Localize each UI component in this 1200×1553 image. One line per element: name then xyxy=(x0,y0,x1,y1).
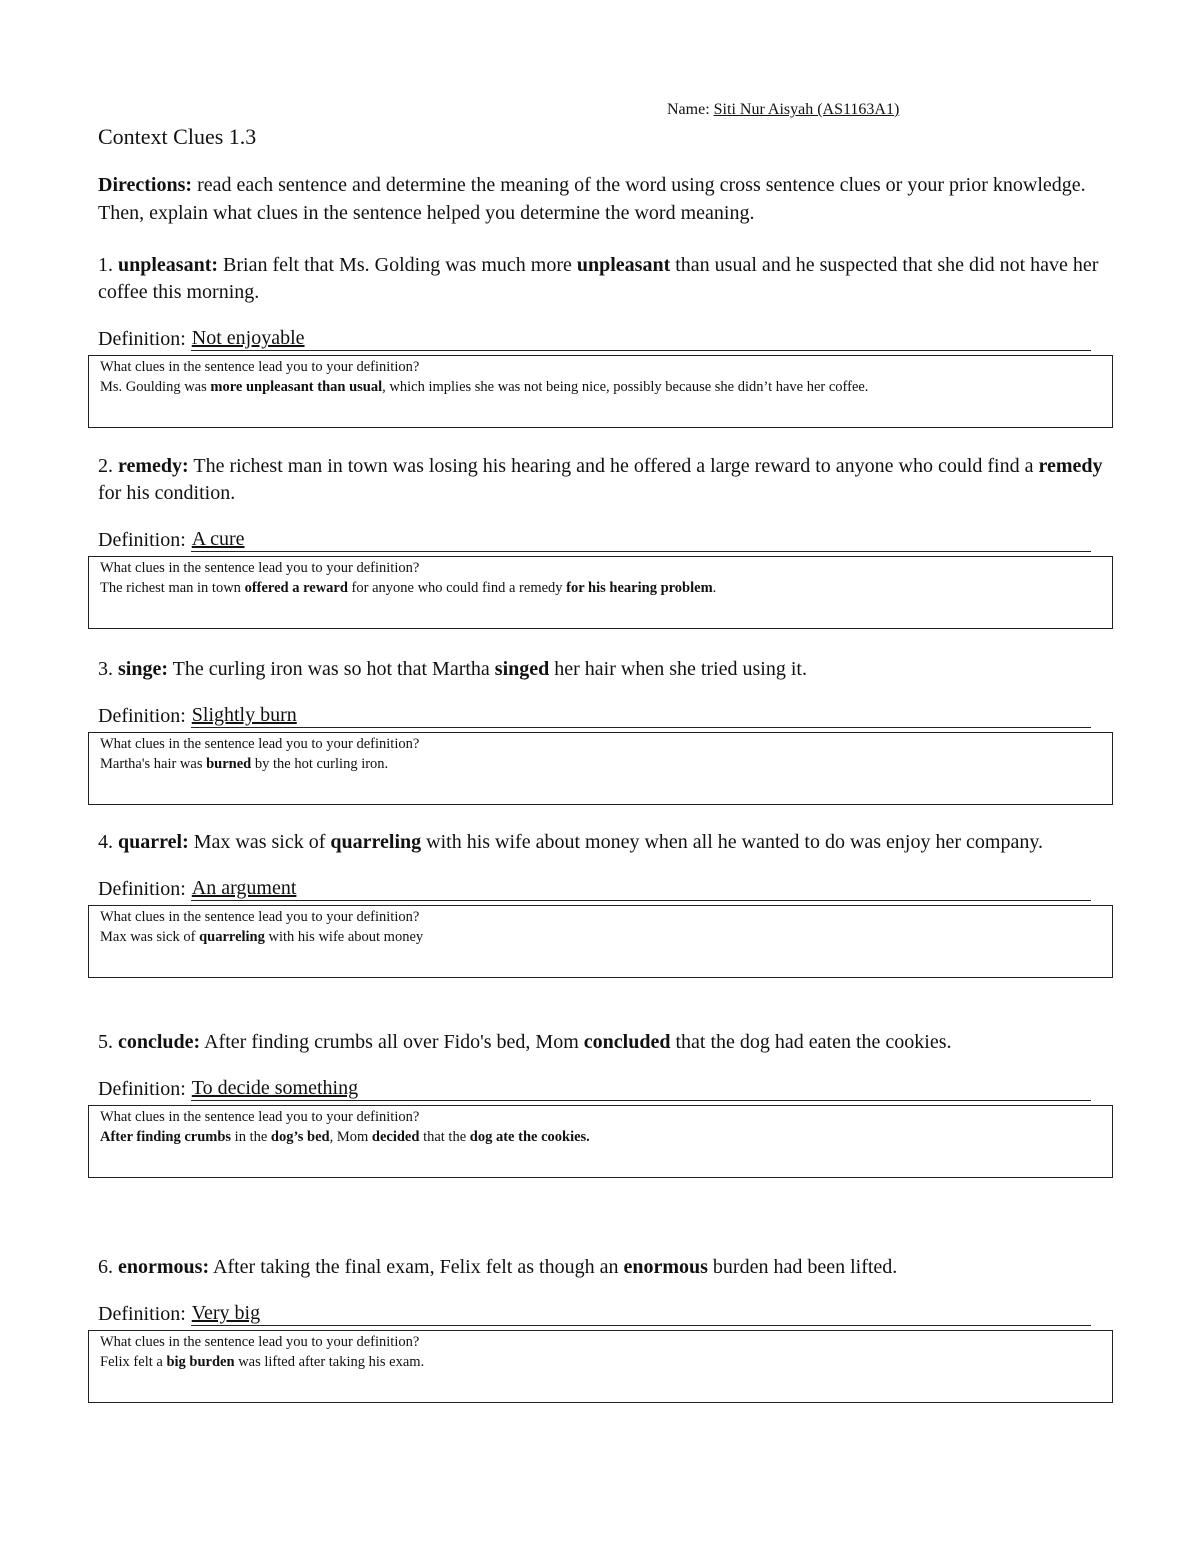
target-word: quarrel: xyxy=(118,831,189,853)
answer-emphasis: decided xyxy=(371,1129,420,1145)
question-number: 2. xyxy=(98,455,113,477)
answer-text: . xyxy=(712,580,717,596)
sentence-keyword: concluded xyxy=(583,1031,671,1053)
sentence-text: with his wife about money when all he wanted to do was enjoy her company. xyxy=(421,831,1044,853)
question-sentence xyxy=(98,453,1113,507)
answer-emphasis: dog ate the cookies. xyxy=(469,1129,590,1145)
definition-field[interactable] xyxy=(191,703,1091,728)
definition-label: Definition: xyxy=(98,328,191,350)
directions-label: Directions: xyxy=(98,174,193,196)
answer-text: , which implies she was not being nice, possibly because she didn’t have her coffee. xyxy=(382,379,869,395)
sentence-text: Max was sick of xyxy=(188,831,331,853)
definition-field[interactable] xyxy=(191,326,1091,351)
definition-row xyxy=(98,1301,1091,1326)
clue-prompt: What clues in the sentence lead you to your definition? xyxy=(100,909,420,925)
answer-text: by the hot curling iron. xyxy=(251,756,389,772)
answer-text: with his wife about money xyxy=(264,929,424,945)
directions-text: read each sentence and determine the meaning of the word using cross sentence clues or your prior knowledge. Then, explain what clues in the sentence helped you determine the word meaning. xyxy=(98,174,1086,224)
clue-box[interactable] xyxy=(88,1105,1113,1178)
directions xyxy=(98,171,1108,227)
name-value: Siti Nur Aisyah (AS1163A1) xyxy=(713,101,900,118)
sentence-keyword: unpleasant xyxy=(576,254,671,276)
sentence-text: than usual and he suspected that she did not have her coffee this morning. xyxy=(98,254,1099,303)
answer-text: Max was sick of xyxy=(100,929,200,945)
sentence-text: that the dog had eaten the cookies. xyxy=(670,1031,952,1053)
clue-prompt: What clues in the sentence lead you to your definition? xyxy=(100,1334,420,1350)
sentence-keyword: quarreling xyxy=(330,831,422,853)
clue-answer xyxy=(100,754,1101,774)
question-1 xyxy=(98,252,1113,428)
question-number: 3. xyxy=(98,658,113,680)
question-4 xyxy=(98,829,1113,978)
definition-field[interactable] xyxy=(191,1076,1091,1101)
sentence-text: burden had been lifted. xyxy=(707,1256,898,1278)
clue-answer xyxy=(100,578,1101,598)
sentence-text: The richest man in town was losing his hearing and he offered a large reward to anyone who could find a xyxy=(188,455,1039,477)
question-sentence xyxy=(98,1029,1113,1056)
clue-box[interactable] xyxy=(88,905,1113,978)
question-sentence xyxy=(98,656,1113,683)
clue-answer xyxy=(100,1127,1101,1147)
answer-text: for anyone who could find a remedy xyxy=(347,580,567,596)
answer-emphasis: for his hearing problem xyxy=(566,580,713,596)
clue-box[interactable] xyxy=(88,732,1113,805)
sentence-keyword: remedy xyxy=(1038,455,1103,477)
sentence-text: After finding crumbs all over Fido's bed, Mom xyxy=(200,1031,584,1053)
answer-emphasis: big burden xyxy=(166,1354,235,1370)
question-2 xyxy=(98,453,1113,629)
answer-text: Ms. Goulding was xyxy=(100,379,211,395)
clue-answer xyxy=(100,1352,1101,1372)
definition-label: Definition: xyxy=(98,705,191,727)
sentence-text: After taking the final exam, Felix felt as though an xyxy=(209,1256,624,1278)
clue-prompt: What clues in the sentence lead you to your definition? xyxy=(100,359,420,375)
answer-emphasis: more unpleasant than usual xyxy=(210,379,383,395)
definition-value: Very big xyxy=(191,1302,261,1324)
clue-prompt: What clues in the sentence lead you to your definition? xyxy=(100,736,420,752)
question-6 xyxy=(98,1254,1113,1403)
target-word: singe: xyxy=(118,658,168,680)
clue-prompt: What clues in the sentence lead you to your definition? xyxy=(100,560,420,576)
definition-row xyxy=(98,326,1091,351)
answer-emphasis: dog’s bed xyxy=(270,1129,330,1145)
definition-label: Definition: xyxy=(98,1303,191,1325)
definition-field[interactable] xyxy=(191,527,1091,552)
clue-answer xyxy=(100,377,1101,397)
question-sentence xyxy=(98,1254,1113,1281)
definition-label: Definition: xyxy=(98,529,191,551)
question-number: 1. xyxy=(98,254,113,276)
definition-field[interactable] xyxy=(191,876,1091,901)
definition-label: Definition: xyxy=(98,1078,191,1100)
answer-emphasis: After finding crumbs xyxy=(100,1129,232,1145)
sentence-keyword: enormous xyxy=(623,1256,708,1278)
definition-value: A cure xyxy=(191,528,245,550)
sentence-text: The curling iron was so hot that Martha xyxy=(168,658,495,680)
question-number: 5. xyxy=(98,1031,113,1053)
definition-row xyxy=(98,527,1091,552)
definition-row xyxy=(98,703,1091,728)
answer-text: Martha's hair was xyxy=(100,756,207,772)
target-word: remedy: xyxy=(118,455,189,477)
answer-text: was lifted after taking his exam. xyxy=(234,1354,425,1370)
definition-label: Definition: xyxy=(98,878,191,900)
target-word: unpleasant: xyxy=(118,254,219,276)
answer-text: Felix felt a xyxy=(100,1354,167,1370)
answer-text: The richest man in town xyxy=(100,580,245,596)
question-sentence xyxy=(98,829,1113,856)
sentence-keyword: singed xyxy=(494,658,550,680)
page-title: Context Clues 1.3 xyxy=(98,124,257,149)
question-3 xyxy=(98,656,1113,805)
answer-text: that the xyxy=(419,1129,470,1145)
clue-box[interactable] xyxy=(88,1330,1113,1403)
definition-value: Slightly burn xyxy=(191,704,297,726)
definition-row xyxy=(98,1076,1091,1101)
question-number: 4. xyxy=(98,831,113,853)
definition-value: To decide something xyxy=(191,1077,359,1099)
sentence-text: her hair when she tried using it. xyxy=(549,658,807,680)
answer-text: , Mom xyxy=(329,1129,372,1145)
question-5 xyxy=(98,1029,1113,1178)
name-field xyxy=(667,101,953,119)
target-word: conclude: xyxy=(118,1031,201,1053)
answer-emphasis: burned xyxy=(206,756,252,772)
answer-emphasis: offered a reward xyxy=(244,580,348,596)
answer-emphasis: quarreling xyxy=(199,929,265,945)
definition-value: Not enjoyable xyxy=(191,327,305,349)
question-sentence xyxy=(98,252,1113,306)
definition-value: An argument xyxy=(191,877,297,899)
definition-row xyxy=(98,876,1091,901)
target-word: enormous: xyxy=(118,1256,210,1278)
answer-text: in the xyxy=(231,1129,271,1145)
name-label: Name: xyxy=(667,101,710,118)
sentence-text: Brian felt that Ms. Golding was much more xyxy=(218,254,577,276)
clue-box[interactable] xyxy=(88,355,1113,428)
clue-box[interactable] xyxy=(88,556,1113,629)
definition-field[interactable] xyxy=(191,1301,1091,1326)
question-number: 6. xyxy=(98,1256,113,1278)
clue-answer xyxy=(100,927,1101,947)
clue-prompt: What clues in the sentence lead you to your definition? xyxy=(100,1109,420,1125)
sentence-text: for his condition. xyxy=(98,482,236,504)
